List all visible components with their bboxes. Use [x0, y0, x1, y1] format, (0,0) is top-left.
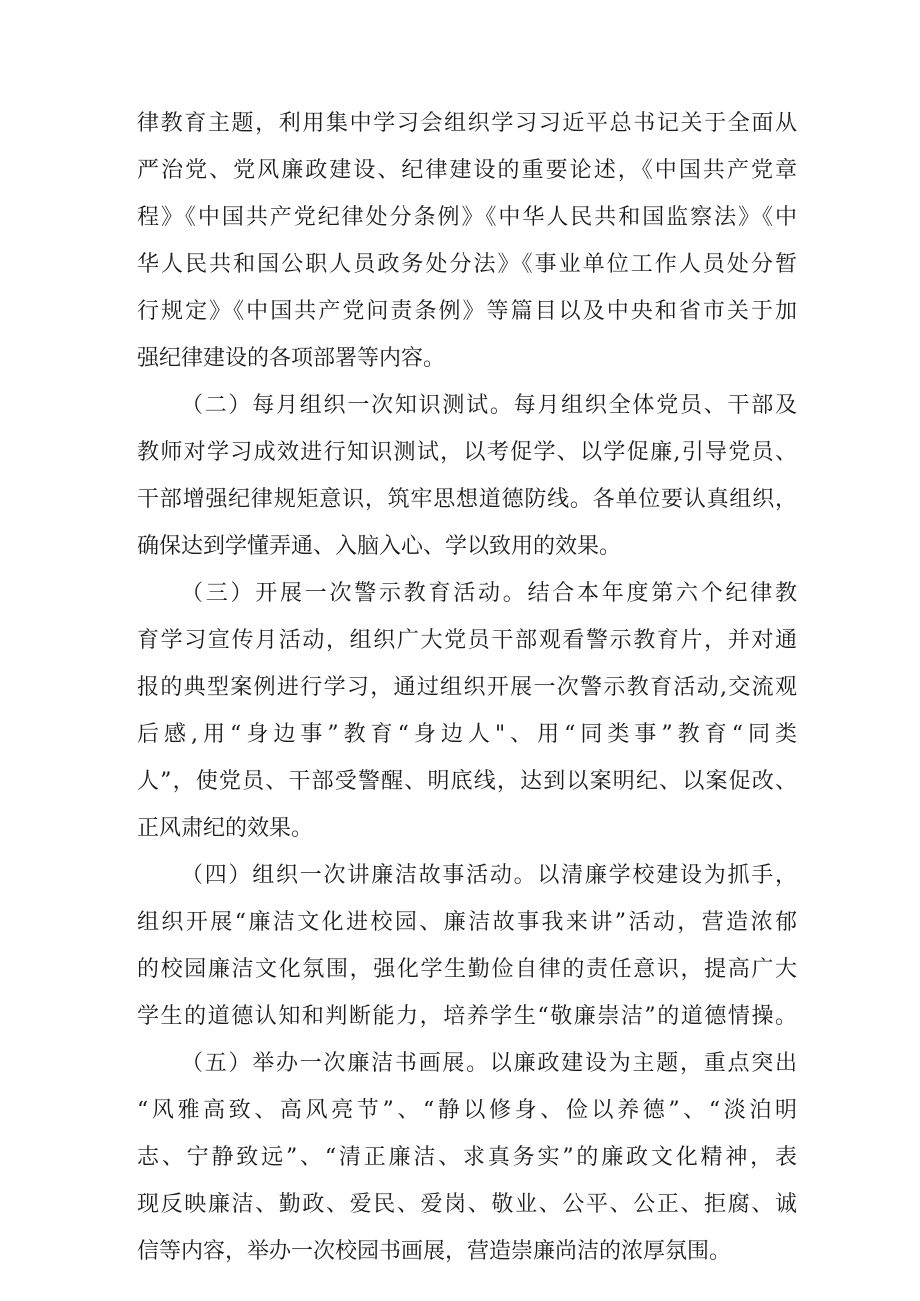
text-line: （二）每月组织一次知识测试。每月组织全体党员、干部及 — [181, 393, 797, 418]
text-line: 现反映廉洁、勤政、爱民、爱岗、敬业、公平、公正、拒腐、诚 — [137, 1192, 797, 1217]
text-line: 后感,用“身边事”教育“身边人"、用“同类事”教育“同类 — [137, 722, 797, 747]
paragraph-4 — [137, 852, 797, 1040]
text-line: 强纪律建设的各项部署等内容。 — [137, 346, 446, 371]
text-line: 人”，使党员、干部受警醒、明底线，达到以案明纪、以案促改、 — [137, 769, 797, 794]
paragraph-2 — [137, 382, 797, 570]
text-line: 的校园廉洁文化氛围，强化学生勤俭自律的责任意识，提高广大 — [137, 957, 797, 982]
text-line: 志、宁静致远”、“清正廉洁、求真务实”的廉政文化精神，表 — [137, 1145, 797, 1170]
text-line: 组织开展“廉洁文化进校园、廉洁故事我来讲”活动，营造浓郁 — [137, 910, 797, 935]
text-line: 报的典型案例进行学习，通过组织开展一次警示教育活动,交流观 — [137, 675, 797, 700]
text-line: 教师对学习成效进行知识测试，以考促学、以学促廉,引导党员、 — [137, 440, 797, 465]
text-line: （四）组织一次讲廉洁故事活动。以清廉学校建设为抓手， — [181, 863, 797, 888]
text-line: 程》《中国共产党纪律处分条例》《中华人民共和国监察法》《中 — [137, 205, 797, 230]
paragraph-3 — [137, 570, 797, 852]
paragraph-5 — [137, 1040, 797, 1275]
text-line: （五）举办一次廉洁书画展。以廉政建设为主题，重点突出 — [181, 1051, 797, 1076]
text-line: 干部增强纪律规矩意识，筑牢思想道德防线。各单位要认真组织， — [137, 487, 797, 512]
text-line: 确保达到学懂弄通、入脑入心、学以致用的效果。 — [137, 534, 622, 559]
text-line: 正风肃纪的效果。 — [137, 816, 314, 841]
document-body — [137, 100, 797, 1275]
paragraph-1 — [137, 100, 797, 382]
text-line: 严治党、党风廉政建设、纪律建设的重要论述，《中国共产党章 — [137, 158, 797, 183]
text-line: 学生的道德认知和判断能力，培养学生“敬廉崇洁”的道德情操。 — [137, 1004, 797, 1029]
text-line: “风雅高致、高风亮节”、“静以修身、俭以养德”、“淡泊明 — [137, 1098, 797, 1123]
text-line: 行规定》《中国共产党问责条例》等篇目以及中央和省市关于加 — [137, 299, 797, 324]
text-line: 信等内容，举办一次校园书画展，营造崇廉尚洁的浓厚氛围。 — [137, 1239, 732, 1264]
text-line: （三）开展一次警示教育活动。结合本年度第六个纪律教 — [181, 581, 797, 606]
text-line: 律教育主题，利用集中学习会组织学习习近平总书记关于全面从 — [137, 111, 797, 136]
text-line: 华人民共和国公职人员政务处分法》《事业单位工作人员处分暂 — [137, 252, 797, 277]
text-line: 育学习宣传月活动，组织广大党员干部观看警示教育片，并对通 — [137, 628, 797, 653]
